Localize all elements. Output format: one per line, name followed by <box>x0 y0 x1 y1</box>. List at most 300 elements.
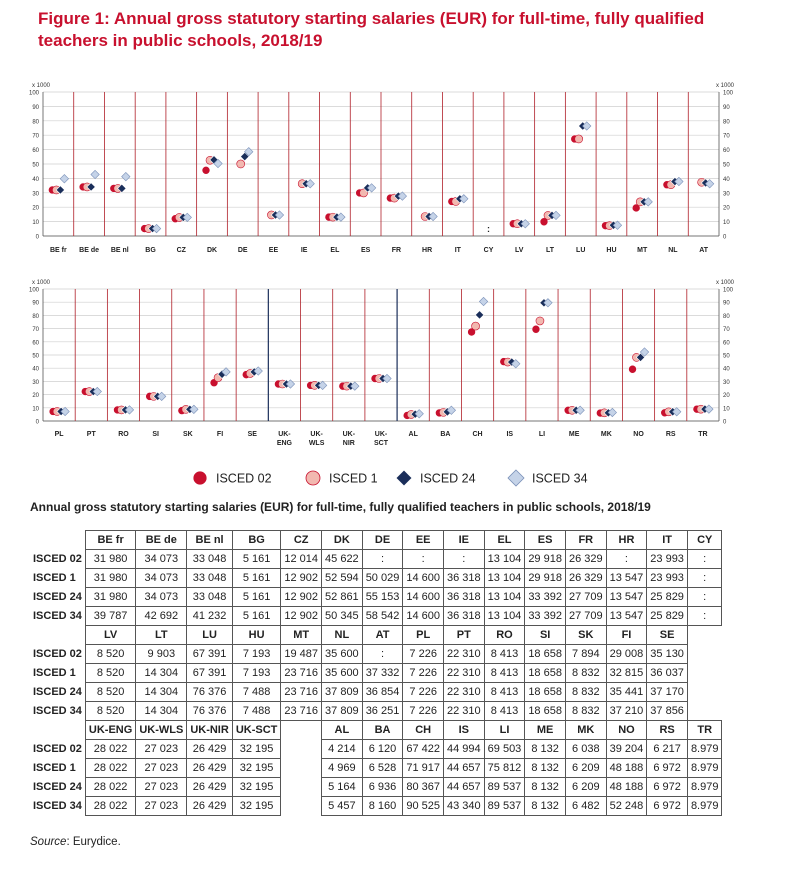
x-tick-label: CZ <box>176 247 186 254</box>
table-cell: 26 429 <box>187 778 233 797</box>
y-tick-label-right: 10 <box>723 220 730 227</box>
table-cell: 27 709 <box>565 607 606 626</box>
y-tick-label-right: 30 <box>723 379 730 386</box>
table-cell: 19 487 <box>281 645 322 664</box>
column-header: ME <box>525 721 566 740</box>
column-header: BA <box>362 721 403 740</box>
x-tick-label: ME <box>568 431 580 438</box>
y-tick-label-right: 90 <box>723 300 730 307</box>
table-row <box>30 740 722 759</box>
row-label: ISCED 02 <box>30 550 85 569</box>
table-cell: 48 188 <box>606 778 647 797</box>
table-cell: 33 048 <box>187 569 233 588</box>
x-tick-label: ENG <box>276 440 293 447</box>
table-cell: 76 376 <box>187 683 233 702</box>
table-cell: 7 226 <box>403 645 444 664</box>
table-row <box>30 607 722 626</box>
table-cell: 29 918 <box>525 569 566 588</box>
table-cell: 13 104 <box>484 569 525 588</box>
y-tick-label-right: 90 <box>723 104 730 111</box>
column-header: UK-SCT <box>232 721 281 740</box>
table-cell: 8 132 <box>525 797 566 816</box>
table-cell: 28 022 <box>85 797 135 816</box>
x-tick-label: BE nl <box>110 247 129 254</box>
table-cell: 44 994 <box>444 740 485 759</box>
column-header: PT <box>444 626 485 645</box>
column-header <box>281 721 322 740</box>
y-tick-label-right: 50 <box>723 162 730 169</box>
x-tick-label: SI <box>152 431 159 438</box>
x-tick-label: DE <box>237 247 248 254</box>
data-point-isced02 <box>202 166 210 174</box>
table-cell: 55 153 <box>362 588 403 607</box>
column-header: UK-WLS <box>136 721 187 740</box>
table-cell: 31 980 <box>85 550 135 569</box>
x-tick-label: MK <box>600 431 612 438</box>
x-tick-label: FI <box>216 431 224 438</box>
x-tick-label: EL <box>330 247 340 254</box>
source-note <box>30 836 121 848</box>
table-cell: 37 809 <box>322 683 363 702</box>
table-cell: 44 657 <box>444 778 485 797</box>
column-header: BE fr <box>85 531 135 550</box>
table-cell: 45 622 <box>322 550 363 569</box>
table-cell: : <box>606 550 647 569</box>
column-header: NL <box>322 626 363 645</box>
y-tick-label-right: 0 <box>723 234 727 241</box>
column-header: DE <box>362 531 403 550</box>
table-cell: 23 716 <box>281 683 322 702</box>
y-tick-label-right: 80 <box>723 119 730 126</box>
x-tick-label: ES <box>360 247 371 254</box>
x-tick-label: SK <box>182 431 193 438</box>
table-row <box>30 778 722 797</box>
row-label: ISCED 24 <box>30 588 85 607</box>
table-cell: 14 304 <box>136 664 187 683</box>
table-cell: 13 547 <box>606 569 647 588</box>
x-tick-label: FR <box>391 247 402 254</box>
table-cell: 75 812 <box>484 759 525 778</box>
table-corner <box>30 531 85 550</box>
y-tick-label-left: 10 <box>32 406 39 413</box>
y-tick-label-right: 0 <box>723 419 727 426</box>
column-header: CZ <box>281 531 322 550</box>
table-cell: 8 413 <box>484 683 525 702</box>
legend-label-isced34: ISCED 34 <box>532 471 588 486</box>
table-cell: 48 188 <box>606 759 647 778</box>
unit-label-right: x 1000 <box>715 83 735 89</box>
table-cell: 8 520 <box>85 645 135 664</box>
table-cell: 33 392 <box>525 588 566 607</box>
unit-label-left: x 1000 <box>31 83 51 89</box>
table-cell: 25 829 <box>647 588 688 607</box>
table-cell: 8 832 <box>565 683 606 702</box>
column-header: NO <box>606 721 647 740</box>
data-point-isced02 <box>629 365 637 373</box>
unit-label-right: x 1000 <box>715 280 735 286</box>
table-cell: 18 658 <box>525 702 566 721</box>
x-tick-label: NL <box>668 247 678 254</box>
x-tick-label: BE de <box>79 247 100 254</box>
table-cell <box>281 778 322 797</box>
data-point-isced02 <box>532 325 540 333</box>
table-title: Annual gross statutory starting salaries (EUR) for full-time, fully qualified teachers in public schools, 2018/19 <box>30 500 651 514</box>
y-tick-label-left: 0 <box>35 234 39 241</box>
legend-label-isced24: ISCED 24 <box>420 471 476 486</box>
y-tick-label-left: 20 <box>32 205 39 212</box>
y-tick-label-left: 0 <box>35 419 39 426</box>
data-point-isced24 <box>475 311 483 319</box>
table-row <box>30 550 722 569</box>
table-cell: : <box>687 607 722 626</box>
table-cell: 6 120 <box>362 740 403 759</box>
column-header: EL <box>484 531 525 550</box>
table-cell: 35 600 <box>322 664 363 683</box>
x-tick-label: RS <box>665 431 676 438</box>
y-tick-label-left: 100 <box>28 287 39 294</box>
x-tick-label: HU <box>606 247 617 254</box>
column-header: BE nl <box>187 531 233 550</box>
table-cell: 36 854 <box>362 683 403 702</box>
table-cell: 34 073 <box>136 569 187 588</box>
y-tick-label-left: 70 <box>32 133 39 140</box>
x-tick-label: RO <box>118 431 129 438</box>
y-tick-label-right: 20 <box>723 205 730 212</box>
column-header: CH <box>403 721 444 740</box>
column-header: UK-ENG <box>85 721 135 740</box>
data-point-isced1 <box>536 317 544 325</box>
y-tick-label-left: 90 <box>32 300 39 307</box>
table-cell: 4 969 <box>322 759 363 778</box>
x-tick-label: HR <box>422 247 433 254</box>
table-cell: 12 902 <box>281 607 322 626</box>
table-cell: 67 391 <box>187 645 233 664</box>
column-header: LU <box>187 626 233 645</box>
table-cell: 27 023 <box>136 740 187 759</box>
table-cell: 14 600 <box>403 588 444 607</box>
table-cell: 69 503 <box>484 740 525 759</box>
table-cell: 71 917 <box>403 759 444 778</box>
table-cell: 44 657 <box>444 759 485 778</box>
x-tick-label: MT <box>637 247 648 254</box>
table-cell: 12 014 <box>281 550 322 569</box>
x-tick-label: CY <box>483 247 494 254</box>
y-tick-label-left: 40 <box>32 366 39 373</box>
x-tick-label: EE <box>268 247 279 254</box>
table-cell: 28 022 <box>85 778 135 797</box>
table-cell: 7 488 <box>232 683 281 702</box>
y-tick-label-right: 100 <box>723 287 734 294</box>
table-cell: 31 980 <box>85 588 135 607</box>
column-header: IE <box>444 531 485 550</box>
figure-title: Figure 1: Annual gross statutory starting salaries (EUR) for full-time, fully qualified teachers in public schools, 2018/19 <box>38 9 705 50</box>
table-row <box>30 702 722 721</box>
table-corner <box>30 626 85 645</box>
table-cell: 5 161 <box>232 569 281 588</box>
legend-marker-isced34 <box>508 470 524 486</box>
column-header: UK-NIR <box>187 721 233 740</box>
table-cell: 4 214 <box>322 740 363 759</box>
table-cell: 39 787 <box>85 607 135 626</box>
x-tick-label: IE <box>300 247 308 254</box>
y-tick-label-left: 100 <box>28 90 39 97</box>
y-tick-label-left: 60 <box>32 340 39 347</box>
table-cell: 6 528 <box>362 759 403 778</box>
y-tick-label-left: 90 <box>32 104 39 111</box>
table-cell: 27 023 <box>136 797 187 816</box>
table-cell: 7 226 <box>403 702 444 721</box>
column-header: EE <box>403 531 444 550</box>
table-cell: 89 537 <box>484 797 525 816</box>
x-tick-label: SCT <box>374 440 388 447</box>
row-label: ISCED 24 <box>30 683 85 702</box>
row-label: ISCED 34 <box>30 607 85 626</box>
table-cell: 41 232 <box>187 607 233 626</box>
table-cell: 14 304 <box>136 702 187 721</box>
table-cell: 32 815 <box>606 664 647 683</box>
table-cell <box>281 797 322 816</box>
table-cell: 13 104 <box>484 588 525 607</box>
column-header: AT <box>362 626 403 645</box>
table-cell: 6 972 <box>647 797 688 816</box>
table-cell: : <box>403 550 444 569</box>
table-cell: 37 809 <box>322 702 363 721</box>
table-cell: 12 902 <box>281 569 322 588</box>
table-cell: 36 037 <box>647 664 688 683</box>
x-tick-label: LT <box>545 247 555 254</box>
table-cell: 35 130 <box>647 645 688 664</box>
table-cell: 23 993 <box>647 550 688 569</box>
table-row <box>30 588 722 607</box>
column-header: DK <box>322 531 363 550</box>
row-label: ISCED 02 <box>30 740 85 759</box>
data-point-isced1 <box>575 135 583 143</box>
table-cell: 37 210 <box>606 702 647 721</box>
column-header: HR <box>606 531 647 550</box>
table-cell: 76 376 <box>187 702 233 721</box>
table-cell: 6 972 <box>647 778 688 797</box>
x-tick-label: SE <box>247 431 257 438</box>
column-header: LI <box>484 721 525 740</box>
table-cell: 22 310 <box>444 664 485 683</box>
table-cell: 67 422 <box>403 740 444 759</box>
table-cell: 27 709 <box>565 588 606 607</box>
table-cell: 8 520 <box>85 702 135 721</box>
table-cell: 23 716 <box>281 664 322 683</box>
column-header: LT <box>136 626 187 645</box>
column-header: FI <box>606 626 647 645</box>
table-cell: 23 993 <box>647 569 688 588</box>
table-cell: 6 936 <box>362 778 403 797</box>
data-point-isced34 <box>122 172 130 180</box>
table-cell: 6 972 <box>647 759 688 778</box>
chart-1 <box>29 83 735 254</box>
table-cell: 7 193 <box>232 645 281 664</box>
legend-marker-isced02 <box>193 471 207 485</box>
column-header: SE <box>647 626 688 645</box>
table-header-row <box>30 721 722 740</box>
y-tick-label-left: 30 <box>32 379 39 386</box>
not-available-marker: : <box>487 224 491 234</box>
row-label: ISCED 1 <box>30 664 85 683</box>
column-header: LV <box>85 626 135 645</box>
table-cell: 35 441 <box>606 683 647 702</box>
y-tick-label-right: 40 <box>723 176 730 183</box>
table-cell: 8 413 <box>484 645 525 664</box>
data-point-isced34 <box>60 175 68 183</box>
table-cell: 14 600 <box>403 607 444 626</box>
column-header: TR <box>687 721 722 740</box>
table-cell: 8 160 <box>362 797 403 816</box>
legend-label-isced1: ISCED 1 <box>329 471 378 486</box>
row-label: ISCED 34 <box>30 702 85 721</box>
table-cell: 7 226 <box>403 683 444 702</box>
y-tick-label-left: 80 <box>32 119 39 126</box>
row-label: ISCED 1 <box>30 759 85 778</box>
x-tick-label: PT <box>86 431 96 438</box>
y-tick-label-right: 100 <box>723 90 734 97</box>
table-cell: 22 310 <box>444 645 485 664</box>
y-tick-label-left: 40 <box>32 176 39 183</box>
table-cell: 8 832 <box>565 664 606 683</box>
table-cell: 6 209 <box>565 778 606 797</box>
y-tick-label-right: 70 <box>723 133 730 140</box>
table-cell: 5 457 <box>322 797 363 816</box>
table-cell: 5 161 <box>232 550 281 569</box>
table-cell: 36 251 <box>362 702 403 721</box>
table-cell: 23 716 <box>281 702 322 721</box>
table-cell: 39 204 <box>606 740 647 759</box>
table-cell: 8 520 <box>85 683 135 702</box>
table-cell: 32 195 <box>232 778 281 797</box>
table-cell: 52 861 <box>322 588 363 607</box>
chart-2 <box>29 280 735 447</box>
data-point-isced1 <box>237 160 245 168</box>
y-tick-label-right: 30 <box>723 191 730 198</box>
table-cell: 52 248 <box>606 797 647 816</box>
table-cell: 36 318 <box>444 588 485 607</box>
table-cell: : <box>687 588 722 607</box>
y-tick-label-right: 60 <box>723 148 730 155</box>
x-tick-label: UK- <box>374 431 388 438</box>
table-cell: 31 980 <box>85 569 135 588</box>
table-cell: 26 429 <box>187 759 233 778</box>
table-cell: 13 547 <box>606 588 647 607</box>
table-cell: 25 829 <box>647 607 688 626</box>
y-tick-label-left: 50 <box>32 162 39 169</box>
x-tick-label: LV <box>515 247 524 254</box>
unit-label-left: x 1000 <box>31 280 51 286</box>
column-header: HU <box>232 626 281 645</box>
x-tick-label: AL <box>408 431 418 438</box>
column-header: MT <box>281 626 322 645</box>
x-tick-label: TR <box>698 431 708 438</box>
y-tick-label-left: 20 <box>32 393 39 400</box>
table-cell: 33 392 <box>525 607 566 626</box>
data-point-isced1 <box>472 322 480 330</box>
table-cell: 5 161 <box>232 588 281 607</box>
table-cell: 8 132 <box>525 759 566 778</box>
row-label: ISCED 02 <box>30 645 85 664</box>
table-cell: 26 429 <box>187 797 233 816</box>
table-header-row <box>30 626 722 645</box>
table-row <box>30 569 722 588</box>
table-cell: 22 310 <box>444 683 485 702</box>
table-cell: 43 340 <box>444 797 485 816</box>
x-tick-label: BA <box>440 431 451 438</box>
y-tick-label-right: 40 <box>723 366 730 373</box>
y-tick-label-left: 50 <box>32 353 39 360</box>
x-tick-label: BE fr <box>49 247 67 254</box>
table-cell: 6 482 <box>565 797 606 816</box>
table-cell <box>281 740 322 759</box>
column-header: CY <box>687 531 722 550</box>
table-row <box>30 759 722 778</box>
table-cell: : <box>687 569 722 588</box>
source-label: Source <box>30 836 67 848</box>
table-cell: 33 048 <box>187 550 233 569</box>
column-header: RO <box>484 626 525 645</box>
table-cell: 35 600 <box>322 645 363 664</box>
column-header: BG <box>232 531 281 550</box>
x-tick-label: IS <box>506 431 514 438</box>
table-cell: 8 132 <box>525 740 566 759</box>
table-cell: 27 023 <box>136 778 187 797</box>
column-header: FR <box>565 531 606 550</box>
table-cell: 27 023 <box>136 759 187 778</box>
y-tick-label-right: 60 <box>723 340 730 347</box>
x-tick-label: BG <box>145 247 156 254</box>
table-cell <box>281 759 322 778</box>
y-tick-label-right: 20 <box>723 393 730 400</box>
table-cell: 6 217 <box>647 740 688 759</box>
table-cell: 5 161 <box>232 607 281 626</box>
table-cell: 6 038 <box>565 740 606 759</box>
table-cell: 12 902 <box>281 588 322 607</box>
table-cell: 42 692 <box>136 607 187 626</box>
table-cell: 13 104 <box>484 550 525 569</box>
table-cell: 13 547 <box>606 607 647 626</box>
table-cell: 7 226 <box>403 664 444 683</box>
x-tick-label: LI <box>538 431 546 438</box>
table-row <box>30 645 722 664</box>
y-tick-label-left: 60 <box>32 148 39 155</box>
x-tick-label: NO <box>633 431 644 438</box>
x-tick-label: AT <box>699 247 709 254</box>
y-tick-label-right: 70 <box>723 327 730 334</box>
column-header: BE de <box>136 531 187 550</box>
y-tick-label-left: 30 <box>32 191 39 198</box>
source-text: : Eurydice. <box>66 836 121 848</box>
x-tick-label: CH <box>472 431 483 438</box>
table-cell: 8.979 <box>687 740 722 759</box>
x-tick-label: UK- <box>278 431 291 438</box>
table-cell: 8.979 <box>687 778 722 797</box>
row-label: ISCED 1 <box>30 569 85 588</box>
row-label: ISCED 34 <box>30 797 85 816</box>
x-tick-label: UK- <box>342 431 356 438</box>
x-tick-label: LU <box>576 247 586 254</box>
column-header: MK <box>565 721 606 740</box>
table-row <box>30 797 722 816</box>
y-tick-label-right: 80 <box>723 313 730 320</box>
table-cell: 14 304 <box>136 683 187 702</box>
column-header: SI <box>525 626 566 645</box>
column-header: AL <box>322 721 363 740</box>
table-cell: 50 345 <box>322 607 363 626</box>
table-cell: 36 318 <box>444 607 485 626</box>
y-tick-label-right: 10 <box>723 406 730 413</box>
